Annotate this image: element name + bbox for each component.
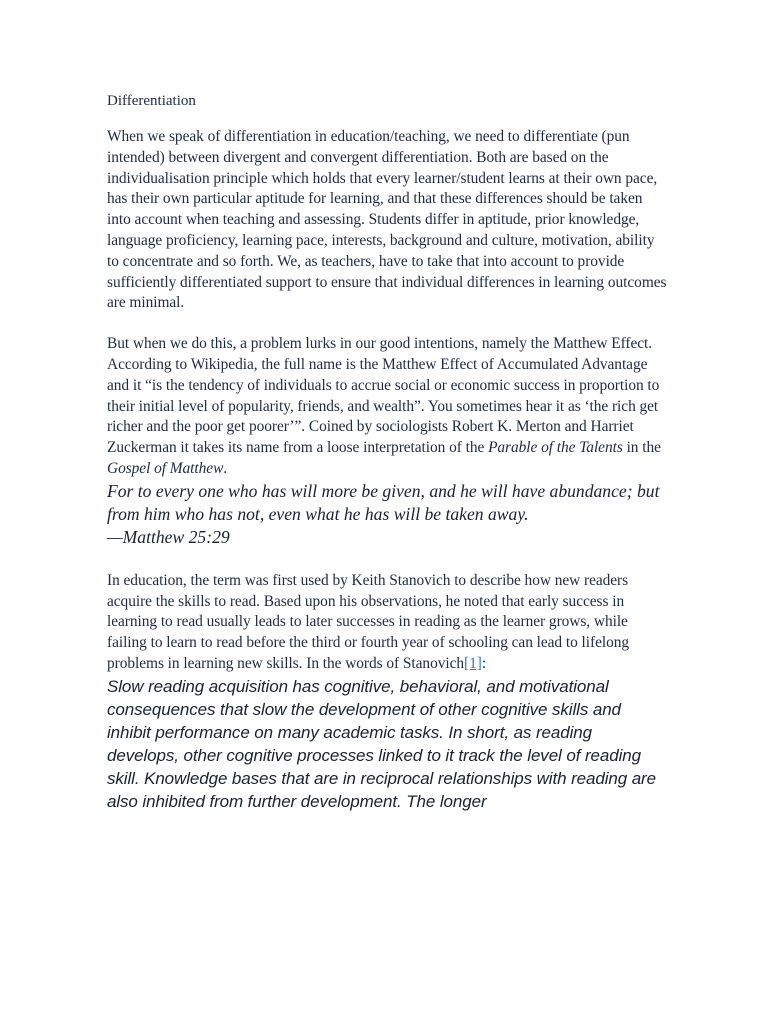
paragraph-gap (107, 314, 667, 334)
stanovich-quote: Slow reading acquisition has cognitive, behavioral, and motivational consequences that slow the development of other cognitive skills and inhibit performance on many academic tasks. In short, as reading develops, other cognitive processes linked to it track the level of reading skill. Knowledge bases that are in reciprocal relationships with reading are also inhibited from further development. The longer (107, 676, 656, 811)
paragraph-matthew-effect-text: But when we do this, a problem lurks in our good intentions, namely the Matthew Effect. According to Wikipedia, the full name is the Matthew Effect of Accumulated Advantage and it “is the tendency of individuals to accrue social or economic success in proportion to their initial level of popularity, friends, and wealth”. You sometimes hear it as ‘the rich get richer and the poor get poorer’”. Coined by sociologists Robert K. Merton and Harriet Zuckerman it takes its name from a loose interpretation of the (107, 335, 660, 457)
paragraph-stanovich-end: : (481, 654, 487, 672)
paragraph-stanovich-text: In education, the term was first used by Keith Stanovich to describe how new readers acquire the skills to read. Based upon his observations, he noted that early success in learning to read usually leads to later successes in reading as the learner grows, while failing to learn to read before the third or fourth year of schooling can lead to lifelong problems in learning new skills. In the words of Stanovich (107, 571, 630, 672)
paragraph-matthew-effect-end: . (223, 459, 228, 477)
bible-quote: For to every one who has will more be given, and he will have abundance; but from him who has not, even what he has will be taken away. (107, 480, 660, 524)
paragraph-differentiation: When we speak of differentiation in education/teaching, we need to differentiate (pun intended) between divergent and convergent differentiation. Both are based on the individualisation principle which holds that every learner/student learns at their own pace, has their own particular aptitude for learning, and that these differences should be taken into account when teaching and assessing. Students differ in aptitude, prior knowledge, language proficiency, learning pace, interests, background and culture, motivation, ability to concentrate and so forth. We, as teachers, have to take that into account to provide sufficiently differentiated support to ensure that individual differences in learning outcomes are minimal. (107, 128, 667, 312)
paragraph-stanovich (107, 571, 667, 675)
paragraph-gap (107, 549, 667, 571)
parable-title: Parable of the Talents (488, 439, 623, 457)
bible-quote-attribution: —Matthew 25:29 (107, 526, 230, 547)
gospel-title: Gospel of Matthew (107, 459, 224, 477)
paragraph-matthew-effect (107, 334, 667, 480)
document-page (107, 90, 667, 813)
footnote-link[interactable]: [1] (464, 654, 482, 672)
paragraph-matthew-effect-middle: in the (622, 439, 661, 457)
document-title: Differentiation (107, 93, 196, 109)
